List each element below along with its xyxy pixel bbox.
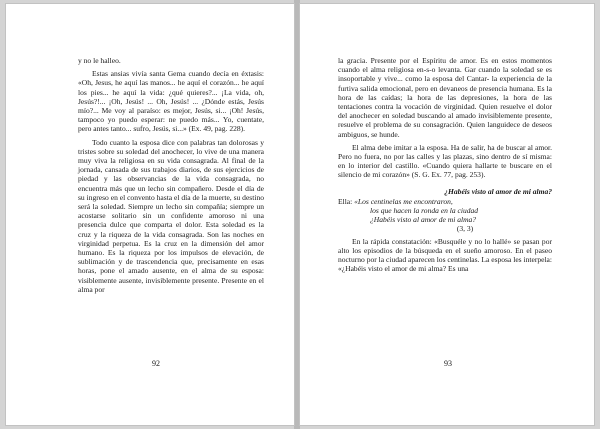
right-page — [300, 4, 594, 425]
page-number: 92 — [152, 359, 160, 368]
verse-quote — [338, 197, 552, 234]
paragraph: El alma debe imitar a la esposa. Ha de salir, ha de buscar al amor. Pero no fuera, no por las calles y las plazas, sino dentro de sí misma: en lo interior del castillo. «Cuando quiera hallarte te buscare en el silencio de mi corazón» (S. G. Ex. 77, pag. 253). — [338, 142, 552, 180]
paragraph: la gracia. Presente por el Espíritu de amor. Es en estos momentos cuando el alma religiosa en-s-o levanta. Gar cuando la soledad se es insoportable y vive... como la esposa del Cantar- la experiencia de la furtiva salida emocional, pero en devaneos de presencia humana. Es la hora de las caídas; la hora de las depresiones, la hora de las tentaciones contra la vocación de virginidad. Quien resuelve el dolor del anochecer en soledad buscando al amado invisiblemente presente, resuelve el problema de su consagración. Quien languidece de deseos ambiguos, se hunde. — [338, 56, 552, 139]
quote-text: «Los centinelas me encontraron, — [354, 196, 453, 206]
left-page-body — [78, 56, 264, 294]
paragraph: y no le halleo. — [78, 56, 121, 65]
quote-line — [338, 197, 552, 206]
quote-speaker: Ella: — [338, 196, 353, 206]
paragraph: Estas ansias vivía santa Gema cuando decía en éxtasis: «Oh, Jesus, he aquí las manos... he aquí el corazón... he aquí los pies... he aquí la vida: ¿qué quieres?... ¡La vida, oh, Jesús?!... ¡Oh, Jesús! ... Oh, Jesús! ... ¿Dónde estás, Jesús mío?... Me voy al paraíso: es mejor, Jesús, si... ¡Oh! Jesús, tampoco yo puedo esperar: ne puedo más... Yo, cuentate, pero antes tanto... sufro, Jesús, si...» (Ex. 49, pag. 228). — [78, 69, 264, 134]
left-page — [6, 4, 294, 425]
quote-reference: (3, 3) — [456, 224, 474, 234]
section-heading: ¿Habéis visto al amor de mi alma? — [444, 186, 552, 196]
paragraph: Todo cuanto la esposa dice con palabras tan dolorosas y tristes sobre su soledad del anochecer, lo vive de una manera muy viva la religiosa en su vida consagrada. Al final de la jornada, cansada de sus trabajos diarios, de sus ejercicios de piedad y las observancias de la vida consagrada, no encuentra más que un lecho sin compañero. Desde el día de su ingreso en el convento hasta el día de la muerte, su destino será la soledad. Siempre un lecho sin compañía; siempre un acostarse solitario sin un confidente amoroso ni una presencia dulce que comparta el dolor. Esta soledad es la cruz y la riqueza de la vida consagrada. Son las noches en virginidad perpetua. Es la cruz en la dimensión del amor humano. Es la riqueza por los impulsos de elevación, de sublimación y de trascendencia que, precisamente en esas horas, pone el amado ausente, en el alma de su esposa: visiblemente ausente, invisiblemente presente. Presente en el alma por — [78, 137, 264, 294]
paragraph: En la rápida constatación: «Busquéle y no lo hallé» se pasan por alto los episodios de la búsqueda en el sueño amoroso. En el paseo nocturno por la ciudad aparecen los centinelas. La esposa les interpela: «¿Habéis visto el amor de mi alma? Es una — [338, 236, 552, 274]
quote-line: los que hacen la ronda en la ciudad — [370, 206, 479, 216]
quote-line: ¿Habéis visto al amor de mi alma? — [370, 215, 477, 225]
right-page-body — [338, 56, 552, 273]
page-number: 93 — [444, 359, 452, 368]
